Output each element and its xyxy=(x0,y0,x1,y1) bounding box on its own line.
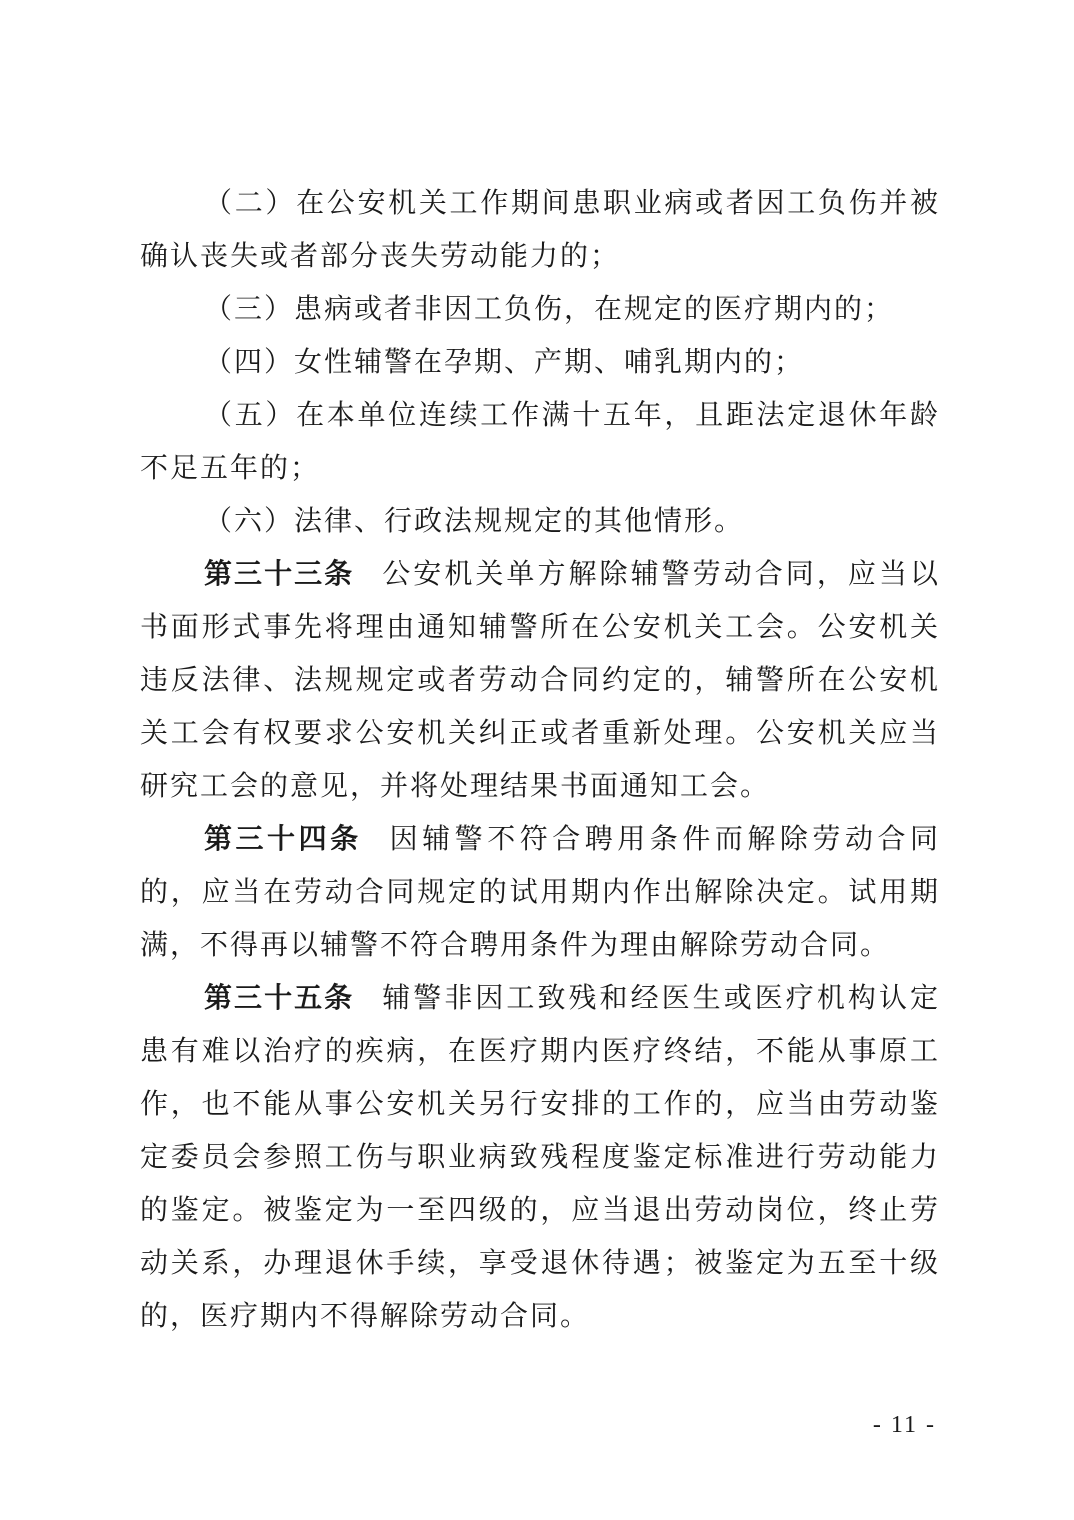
article-text: 辅警非因工致残和经医生或医疗机构认定患有难以治疗的疾病，在医疗期内医疗终结，不能从事原工作，也不能从事公安机关另行安排的工作的，应当由劳动鉴定委员会参照工伤与职业病致残程度鉴定标准进行劳动能力的鉴定。被鉴定为一至四级的，应当退出劳动岗位，终止劳动关系，办理退休手续，享受退休待遇；被鉴定为五至十级的，医疗期内不得解除劳动合同。 xyxy=(140,981,940,1332)
page-number: - 11 - xyxy=(872,1412,936,1438)
article-number: 第三十五条 xyxy=(204,981,355,1014)
list-item: （六）法律、行政法规规定的其他情形。 xyxy=(204,504,745,537)
article-text: 公安机关单方解除辅警劳动合同，应当以书面形式事先将理由通知辅警所在公安机关工会。公安机关违反法律、法规规定或者劳动合同约定的，辅警所在公安机关工会有权要求公安机关纠正或者重新处理。公安机关应当研究工会的意见，并将处理结果书面通知工会。 xyxy=(140,557,940,802)
article-33 xyxy=(140,547,940,812)
article-34 xyxy=(140,812,940,971)
article-text: 因辅警不符合聘用条件而解除劳动合同的，应当在劳动合同规定的试用期内作出解除决定。试用期满，不得再以辅警不符合聘用条件为理由解除劳动合同。 xyxy=(140,822,940,961)
article-35 xyxy=(140,971,940,1342)
body-text xyxy=(140,176,940,1342)
list-item: （四）女性辅警在孕期、产期、哺乳期内的； xyxy=(204,345,805,378)
list-item: （三）患病或者非因工负伤，在规定的医疗期内的； xyxy=(204,292,895,325)
list-item: （二）在公安机关工作期间患职业病或者因工负伤并被确认丧失或者部分丧失劳动能力的； xyxy=(140,186,940,272)
list-item: （五）在本单位连续工作满十五年，且距法定退休年龄不足五年的； xyxy=(140,398,940,484)
article-number: 第三十四条 xyxy=(204,822,362,855)
article-number: 第三十三条 xyxy=(204,557,355,590)
